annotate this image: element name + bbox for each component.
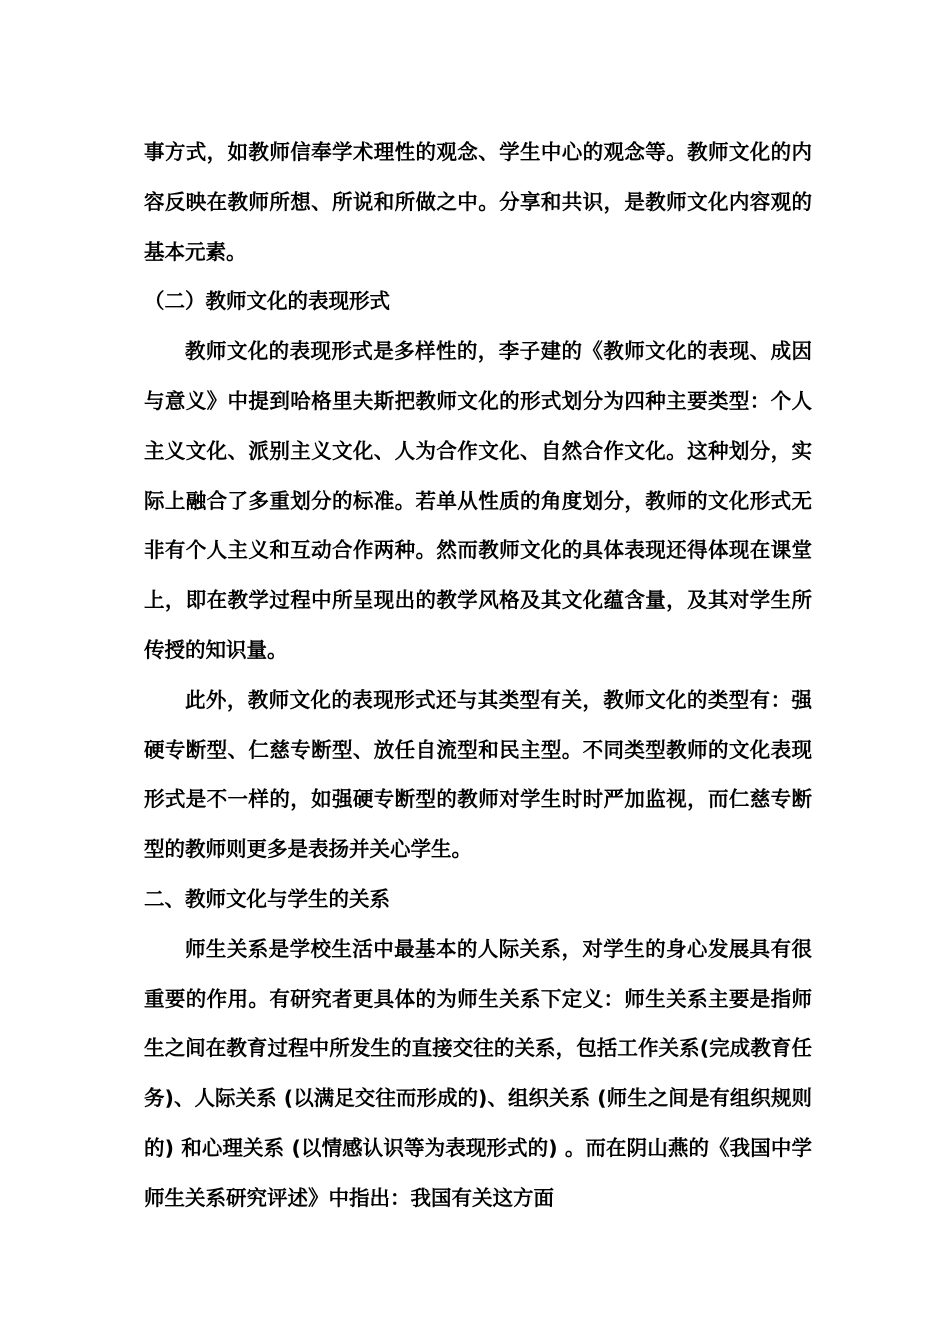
paragraph-teacher-student-relation: 师生关系是学校生活中最基本的人际关系，对学生的身心发展具有很重要的作用。有研究者更具体的为师生关系下定义：师生关系主要是指师生之间在教育过程中所发生的直接交往的关系，包括工作关系(完成教育任务)、人际关系 (以满足交往而形成的)、组织关系 (师生之间是有组织规则的) 和心理关系 (以情感认识等为表现形式的) 。而在阴山燕的《我国中学师生关系研究评述》中指出：我国有关这方面 (144, 936, 812, 1210)
subheading-teacher-culture-forms: （二）教师文化的表现形式 (144, 289, 390, 314)
paragraph-continuation: 事方式，如教师信奉学术理性的观念、学生中心的观念等。教师文化的内容反映在教师所想、所说和所做之中。分享和共识，是教师文化内容观的基本元素。 (144, 140, 812, 264)
section-heading-teacher-student-relation: 二、教师文化与学生的关系 (144, 886, 390, 911)
document-page (144, 128, 812, 1224)
paragraph-forms-types: 此外，教师文化的表现形式还与其类型有关，教师文化的类型有：强硬专断型、仁慈专断型、放任自流型和民主型。不同类型教师的文化表现形式是不一样的，如强硬专断型的教师对学生时时严加监视，而仁慈专断型的教师则更多是表扬并关心学生。 (144, 687, 812, 862)
paragraph-forms-diversity: 教师文化的表现形式是多样性的，李子建的《教师文化的表现、成因与意义》中提到哈格里夫斯把教师文化的形式划分为四种主要类型：个人主义文化、派别主义文化、人为合作文化、自然合作文化。这种划分，实际上融合了多重划分的标准。若单从性质的角度划分，教师的文化形式无非有个人主义和互动合作两种。然而教师文化的具体表现还得体现在课堂上，即在教学过程中所呈现出的教学风格及其文化蕴含量，及其对学生所传授的知识量。 (144, 339, 812, 662)
